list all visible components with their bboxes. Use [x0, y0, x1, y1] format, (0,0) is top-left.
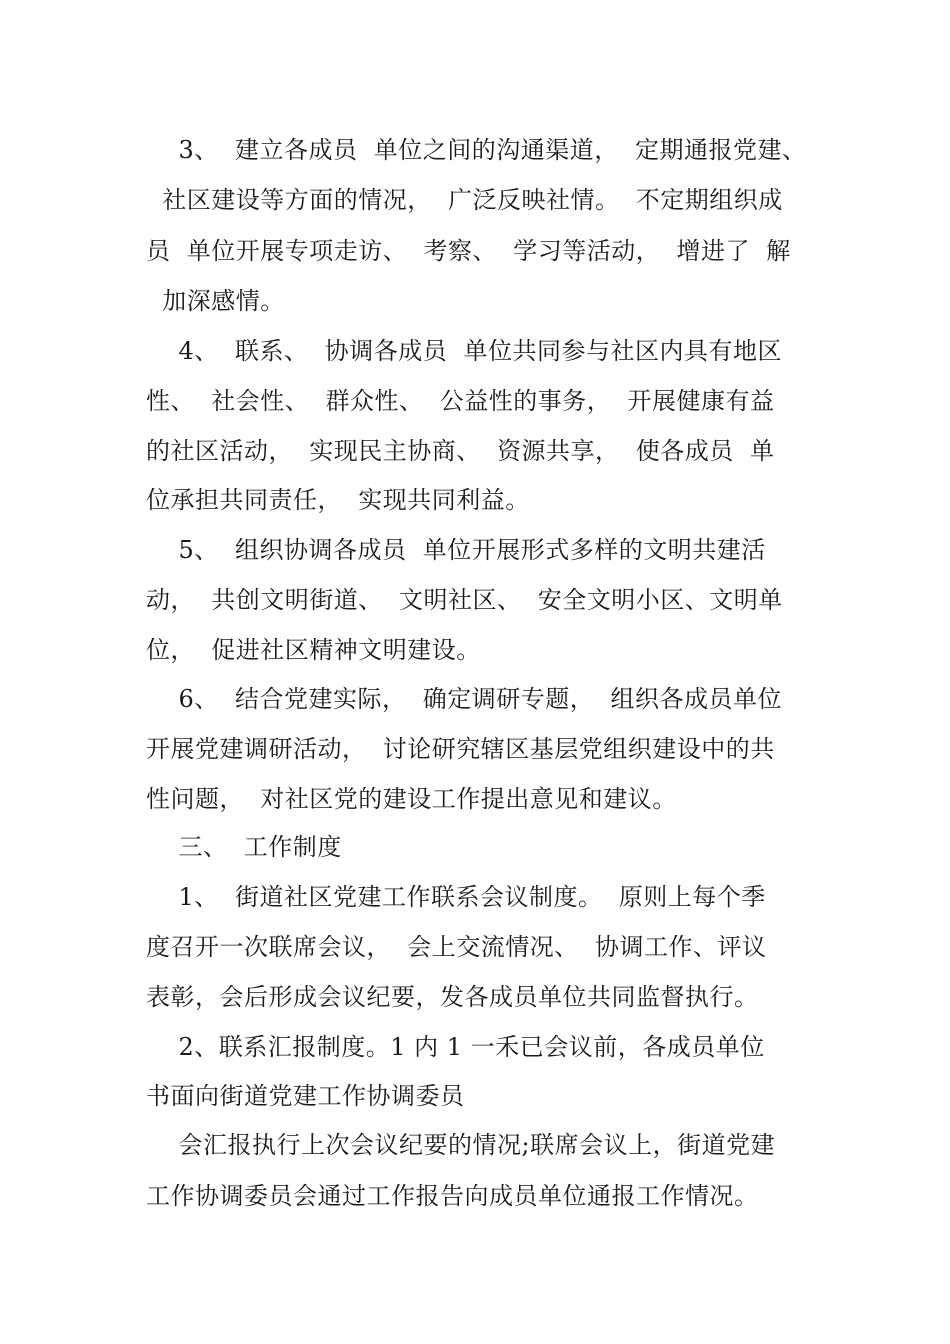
text-line: 6、 结合党建实际， 确定调研专题， 组织各成员单位: [146, 685, 783, 713]
text-line: 动， 共创文明街道、 文明社区、 安全文明小区、文明单: [146, 586, 783, 614]
text-line: 5、 组织协调各成员 单位开展形式多样的文明共建活: [146, 536, 766, 564]
text-line: 书面向街道党建工作协调委员: [146, 1082, 465, 1110]
text-line: 工作协调委员会通过工作报告向成员单位通报工作情况。: [146, 1182, 759, 1210]
text-line: 3、 建立各成员 单位之间的沟通渠道， 定期通报党建、: [146, 136, 807, 164]
text-line: 员 单位开展专项走访、 考察、 学习等活动， 增进了 解: [146, 237, 791, 265]
text-line: 2、联系汇报制度。1 内 1 一禾已会议前，各成员单位: [146, 1033, 765, 1061]
text-line: 性问题， 对社区党的建设工作提出意见和建议。: [146, 785, 677, 813]
text-line: 性、 社会性、 群众性、 公益性的事务， 开展健康有益: [146, 387, 775, 415]
text-line: 表彰，会后形成会议纪要，发各成员单位共同监督执行。: [146, 983, 759, 1011]
text-line: 度召开一次联席会议， 会上交流情况、 协调工作、评议: [146, 933, 767, 961]
text-line: 位， 促进社区精神文明建设。: [146, 636, 481, 664]
section-heading: 三、 工作制度: [146, 833, 342, 861]
text-line: 社区建设等方面的情况， 广泛反映社情。 不定期组织成: [146, 186, 783, 214]
text-line: 位承担共同责任， 实现共同利益。: [146, 486, 530, 514]
text-line: 4、 联系、 协调各成员 单位共同参与社区内具有地区: [146, 337, 783, 365]
text-line: 开展党建调研活动， 讨论研究辖区基层党组织建设中的共: [146, 735, 775, 763]
text-line: 的社区活动， 实现民主协商、 资源共享， 使各成员 单: [146, 437, 775, 465]
text-line: 会汇报执行上次会议纪要的情况;联席会议上，街道党建: [146, 1131, 776, 1159]
text-line: 加深感情。: [146, 287, 285, 315]
text-line: 1、 街道社区党建工作联系会议制度。 原则上每个季: [146, 883, 766, 911]
